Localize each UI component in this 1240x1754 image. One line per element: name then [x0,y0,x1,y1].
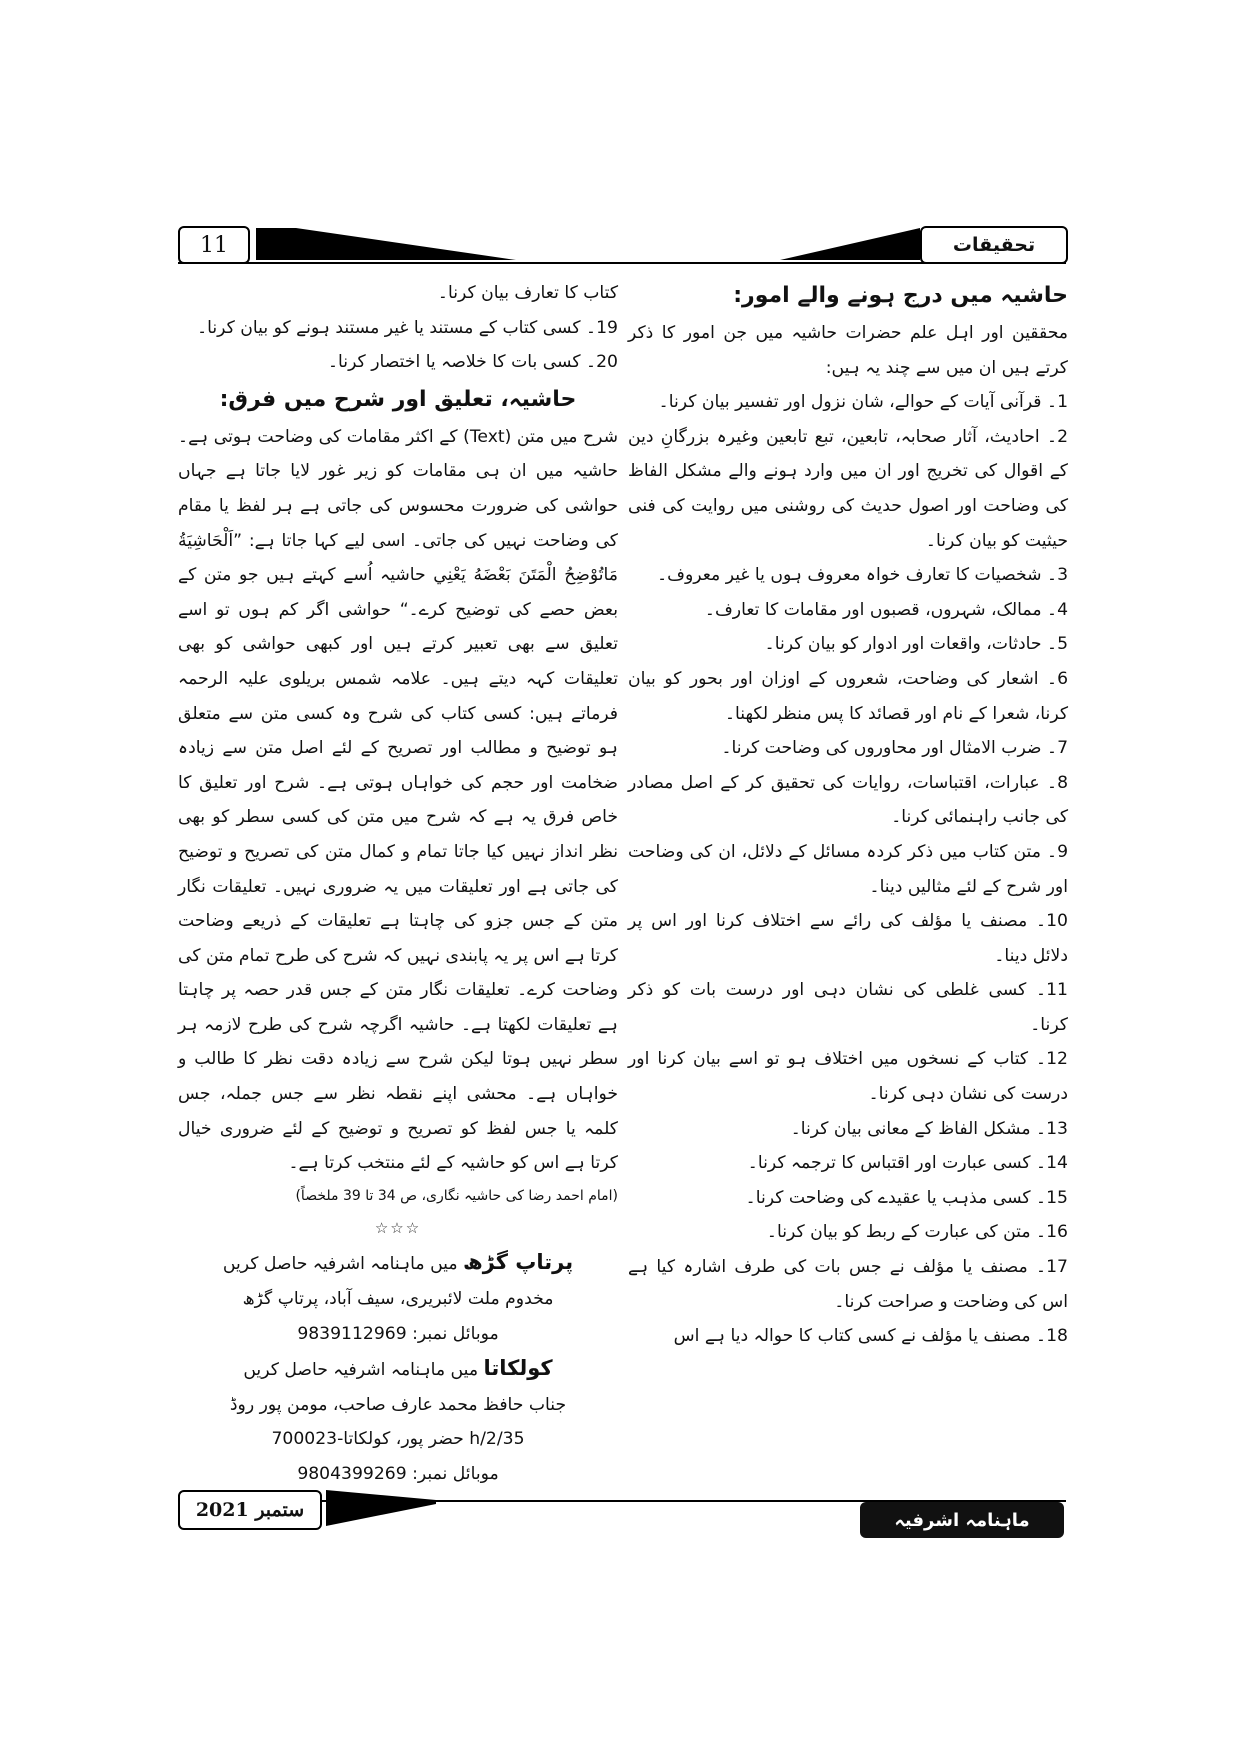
magazine-brand: ماہنامہ اشرفیہ [860,1502,1064,1538]
section-heading: حاشیہ، تعلیق اور شرح میں فرق: [219,386,577,412]
notice-address: جناب حافظ محمد عارف صاحب، مومن پور روڈ [229,1394,567,1415]
separator-stars: ☆☆☆ [374,1218,422,1237]
body-paragraph: شرح میں متن (Text) کے اکثر مقامات کی وضاحت ہوتی ہے۔ حاشیہ میں ان ہی مقامات کو زیر غور لایا جاتا ہے جہاں حواشی کی ضرورت محسوس کی جاتی ہے ہر لفظ یا مقام کی وضاحت نہیں کی جاتی۔ اسی لیے کہا جاتا ہے: ”اَلْحَاشِيَةُ مَاتُوْضِحُ الْمَتَنَ بَعْضَهُ يَعْنِي حاشیہ اُسے کہتے ہیں جو متن کے بعض حصے کی توضیح کرے۔“ حواشی اگر کم ہوں تو اسے تعلیق سے بھی تعبیر کرتے ہیں اور کبھی حواشی کو بھی تعلیقات کہہ دیتے ہیں۔ علامہ شمس بریلوی علیہ الرحمہ فرماتے ہیں: کسی کتاب کی شرح وہ کسی متن سے متعلق ہو توضیح و مطالب اور تصریح کے لئے اصل متن سے زیادہ ضخامت اور حجم کی خواہاں ہوتی ہے۔ شرح اور تعلیق کا خاص فرق یہ ہے کہ شرح میں متن کی کسی سطر کو بھی نظر انداز نہیں کیا جاتا تمام و کمال متن کی تصریح و توضیح کی جاتی ہے اور تعلیقات میں یہ ضروری نہیں۔ تعلیقات نگار متن کے جس جزو کی چاہتا ہے تعلیقات کے ذریعے وضاحت کرتا ہے اس پر یہ پابندی نہیں کہ شرح کی طرح تمام متن کی وضاحت کرے۔ تعلیقات نگار متن کے جس قدر حصہ پر چاہتا ہے تعلیقات لکھتا ہے۔ حاشیہ اگرچہ شرح کی طرح لازمہ ہر سطر نہیں ہوتا لیکن شرح سے زیادہ دقت نظر کا طالب و خواہاں ہے۔ محشی اپنے نقطہ نظر سے جس جملہ، جس کلمہ یا جس لفظ کو تصریح و توضیح کے لئے ضروری خیال کرتا ہے اس کو حاشیہ کے لئے منتخب کرتا ہے۔ [178,426,618,1174]
list-item: 15۔ کسی مذہب یا عقیدے کی وضاحت کرنا۔ [745,1187,1068,1208]
section-title: تحقیقات [920,226,1068,264]
notice-address: 35/h/2 حضر پور، کولکاتا-700023 [271,1429,525,1450]
list-item: 5۔ حادثات، واقعات اور ادوار کو بیان کرنا۔ [764,634,1068,655]
notice-city: کولکاتا [483,1356,553,1381]
notice-phone: موبائل نمبر: 9839112969 [297,1323,499,1344]
list-item: 4۔ ممالک، شہروں، قصبوں اور مقامات کا تعارف۔ [704,599,1068,620]
notice-city: پرتاپ گڑھ [463,1250,574,1275]
list-item: 17۔ مصنف یا مؤلف نے جس بات کی طرف اشارہ کیا ہے اس کی وضاحت و صراحت کرنا۔ [628,1257,1068,1312]
list-item: 3۔ شخصیات کا تعارف خواہ معروف ہوں یا غیر معروف۔ [657,565,1068,586]
list-item: 14۔ کسی عبارت اور اقتباس کا ترجمہ کرنا۔ [747,1153,1068,1174]
notice-phone: موبائل نمبر: 9804399269 [297,1464,499,1484]
left-column [178,276,618,1492]
section-heading: حاشیہ میں درج ہونے والے امور: [733,283,1068,308]
intro-paragraph: محققین اور اہل علم حضرات حاشیہ میں جن امور کا ذکر کرتے ہیں ان میں سے چند یہ ہیں: [628,323,1068,378]
notice-text: میں ماہنامہ اشرفیہ حاصل کریں [222,1254,464,1275]
citation: (امام احمد رضا کی حاشیہ نگاری، ص 34 تا 39 ملخصاً) [295,1187,618,1204]
notice-address: مخدوم ملت لائبریری، سیف آباد، پرتاپ گڑھ [242,1289,554,1310]
header-wedge-decoration [256,228,516,260]
list-item: 19۔ کسی کتاب کے مستند یا غیر مستند ہونے کو بیان کرنا۔ [197,317,618,338]
list-item: 12۔ کتاب کے نسخوں میں اختلاف ہو تو اسے بیان کرنا اور درست کی نشان دہی کرنا۔ [628,1049,1068,1105]
right-column [628,276,1068,1354]
list-item: 11۔ کسی غلطی کی نشان دہی اور درست بات کو ذکر کرنا۔ [628,980,1068,1035]
list-item: 9۔ متن کتاب میں ذکر کردہ مسائل کے دلائل، ان کی وضاحت اور شرح کے لئے مثالیں دینا۔ [628,841,1068,897]
list-item: 10۔ مصنف یا مؤلف کی رائے سے اختلاف کرنا اور اس پر دلائل دینا۔ [628,911,1068,966]
list-item: 16۔ متن کی عبارت کے ربط کو بیان کرنا۔ [766,1222,1068,1243]
list-item: 2۔ احادیث، آثار صحابہ، تابعین، تبع تابعین وغیرہ بزرگانِ دین کے اقوال کی تخریج اور ان میں وارد ہونے والے مشکل الفاظ کی وضاحت اور اصول حدیث کی روشنی میں روایت کی فنی حیثیت کو بیان کرنا۔ [628,426,1068,551]
issue-date: ستمبر 2021 [178,1490,322,1530]
list-item: 13۔ مشکل الفاظ کے معانی بیان کرنا۔ [790,1118,1068,1139]
footer-wedge-decoration [326,1490,436,1526]
header-wedge-decoration [780,228,920,260]
page-number: 11 [178,226,250,264]
list-item: 6۔ اشعار کی وضاحت، شعروں کے اوزان اور بحور کو بیان کرنا، شعرا کے نام اور قصائد کا پس منظر لکھنا۔ [628,668,1068,724]
list-item: 8۔ عبارات، اقتباسات، روایات کی تحقیق کر کے اصل مصادر کی جانب راہنمائی کرنا۔ [628,772,1068,828]
continuation-text: کتاب کا تعارف بیان کرنا۔ [437,283,618,303]
list-item: 18۔ مصنف یا مؤلف نے کسی کتاب کا حوالہ دیا ہے اس [673,1326,1068,1347]
list-item: 1۔ قرآنی آیات کے حوالے، شان نزول اور تفسیر بیان کرنا۔ [658,392,1068,413]
notice-text: میں ماہنامہ اشرفیہ حاصل کریں [243,1360,484,1381]
notice-line [178,1351,618,1388]
list-item: 7۔ ضرب الامثال اور محاوروں کی وضاحت کرنا۔ [721,738,1068,759]
list-item: 20۔ کسی بات کا خلاصہ یا اختصار کرنا۔ [327,352,618,373]
notice-line [178,1245,618,1282]
